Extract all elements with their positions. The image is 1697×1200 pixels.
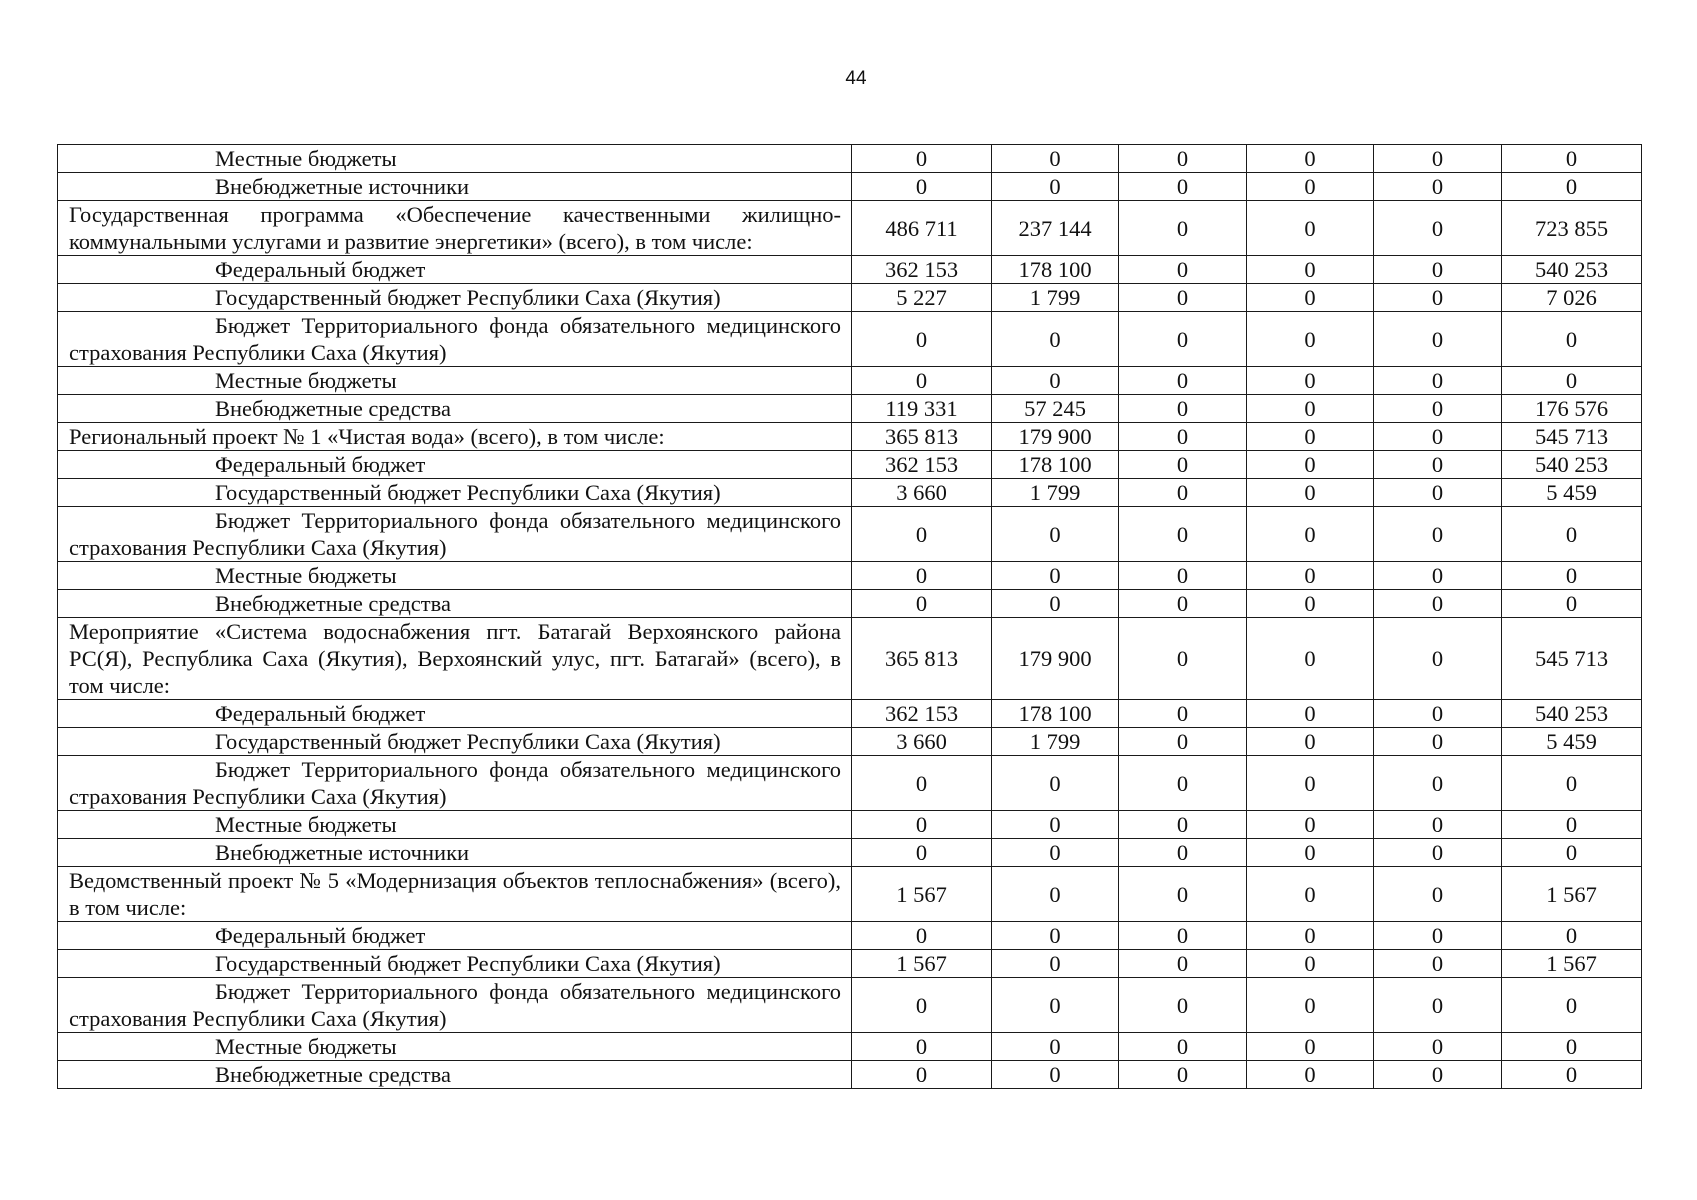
value-cell: 0 bbox=[1247, 700, 1374, 728]
value-cell: 0 bbox=[852, 367, 992, 395]
value-cell: 0 bbox=[1374, 451, 1502, 479]
value-cell: 178 100 bbox=[992, 256, 1119, 284]
value-cell: 0 bbox=[1502, 145, 1642, 173]
value-cell: 540 253 bbox=[1502, 451, 1642, 479]
value-cell: 0 bbox=[992, 978, 1119, 1033]
value-cell: 0 bbox=[992, 590, 1119, 618]
value-cell: 0 bbox=[1247, 173, 1374, 201]
value-cell: 0 bbox=[1119, 978, 1247, 1033]
value-cell: 0 bbox=[852, 562, 992, 590]
value-cell: 0 bbox=[1119, 867, 1247, 922]
value-cell: 0 bbox=[1119, 922, 1247, 950]
value-cell: 0 bbox=[992, 145, 1119, 173]
value-cell: 179 900 bbox=[992, 423, 1119, 451]
value-cell: 0 bbox=[1247, 479, 1374, 507]
value-cell: 0 bbox=[1374, 145, 1502, 173]
value-cell: 362 153 bbox=[852, 451, 992, 479]
value-cell: 0 bbox=[852, 811, 992, 839]
value-cell: 0 bbox=[1374, 839, 1502, 867]
table-row bbox=[58, 256, 1642, 284]
value-cell: 0 bbox=[1119, 1061, 1247, 1089]
table-row bbox=[58, 423, 1642, 451]
value-cell: 5 459 bbox=[1502, 479, 1642, 507]
value-cell: 0 bbox=[1119, 423, 1247, 451]
value-cell: 0 bbox=[852, 978, 992, 1033]
value-cell: 0 bbox=[1374, 1061, 1502, 1089]
table-row bbox=[58, 950, 1642, 978]
value-cell: 0 bbox=[1119, 284, 1247, 312]
value-cell: 0 bbox=[1119, 562, 1247, 590]
value-cell: 0 bbox=[852, 1033, 992, 1061]
value-cell: 119 331 bbox=[852, 395, 992, 423]
value-cell: 0 bbox=[1374, 978, 1502, 1033]
value-cell: 0 bbox=[852, 839, 992, 867]
value-cell: 365 813 bbox=[852, 618, 992, 700]
value-cell: 0 bbox=[1374, 728, 1502, 756]
value-cell: 0 bbox=[992, 312, 1119, 367]
value-cell: 0 bbox=[1502, 367, 1642, 395]
value-cell: 0 bbox=[1374, 811, 1502, 839]
value-cell: 1 799 bbox=[992, 284, 1119, 312]
value-cell: 7 026 bbox=[1502, 284, 1642, 312]
value-cell: 486 711 bbox=[852, 201, 992, 256]
value-cell: 365 813 bbox=[852, 423, 992, 451]
value-cell: 0 bbox=[992, 173, 1119, 201]
value-cell: 0 bbox=[992, 839, 1119, 867]
value-cell: 0 bbox=[1119, 173, 1247, 201]
row-label: Государственный бюджет Республики Саха (Якутия) bbox=[58, 284, 852, 312]
value-cell: 362 153 bbox=[852, 256, 992, 284]
value-cell: 0 bbox=[1247, 811, 1374, 839]
value-cell: 0 bbox=[992, 950, 1119, 978]
value-cell: 0 bbox=[1119, 700, 1247, 728]
value-cell: 0 bbox=[1374, 700, 1502, 728]
value-cell: 0 bbox=[1247, 423, 1374, 451]
value-cell: 176 576 bbox=[1502, 395, 1642, 423]
row-label: Внебюджетные средства bbox=[58, 395, 852, 423]
value-cell: 0 bbox=[852, 145, 992, 173]
value-cell: 0 bbox=[1502, 1033, 1642, 1061]
value-cell: 0 bbox=[1247, 756, 1374, 811]
value-cell: 0 bbox=[992, 922, 1119, 950]
value-cell: 0 bbox=[1119, 1033, 1247, 1061]
value-cell: 1 567 bbox=[1502, 950, 1642, 978]
value-cell: 0 bbox=[1502, 756, 1642, 811]
value-cell: 0 bbox=[1247, 201, 1374, 256]
value-cell: 5 227 bbox=[852, 284, 992, 312]
table-row bbox=[58, 590, 1642, 618]
value-cell: 0 bbox=[852, 590, 992, 618]
value-cell: 0 bbox=[852, 922, 992, 950]
row-label: Государственный бюджет Республики Саха (Якутия) bbox=[58, 950, 852, 978]
row-label: Внебюджетные средства bbox=[58, 1061, 852, 1089]
row-label: Местные бюджеты bbox=[58, 811, 852, 839]
row-label: Федеральный бюджет bbox=[58, 922, 852, 950]
value-cell: 0 bbox=[1119, 479, 1247, 507]
value-cell: 0 bbox=[1247, 395, 1374, 423]
row-label: Федеральный бюджет bbox=[58, 451, 852, 479]
value-cell: 179 900 bbox=[992, 618, 1119, 700]
value-cell: 0 bbox=[852, 312, 992, 367]
row-label: Федеральный бюджет bbox=[58, 256, 852, 284]
value-cell: 0 bbox=[992, 562, 1119, 590]
value-cell: 0 bbox=[992, 867, 1119, 922]
value-cell: 0 bbox=[1119, 451, 1247, 479]
table-row bbox=[58, 312, 1642, 367]
table-row bbox=[58, 978, 1642, 1033]
value-cell: 0 bbox=[1247, 145, 1374, 173]
value-cell: 0 bbox=[1119, 590, 1247, 618]
value-cell: 0 bbox=[1119, 201, 1247, 256]
value-cell: 0 bbox=[1374, 507, 1502, 562]
value-cell: 0 bbox=[1247, 950, 1374, 978]
value-cell: 540 253 bbox=[1502, 256, 1642, 284]
value-cell: 0 bbox=[1374, 1033, 1502, 1061]
row-label: Местные бюджеты bbox=[58, 367, 852, 395]
value-cell: 0 bbox=[852, 173, 992, 201]
value-cell: 0 bbox=[992, 811, 1119, 839]
table-row bbox=[58, 839, 1642, 867]
value-cell: 0 bbox=[1247, 867, 1374, 922]
value-cell: 0 bbox=[992, 507, 1119, 562]
value-cell: 1 567 bbox=[852, 867, 992, 922]
value-cell: 1 567 bbox=[1502, 867, 1642, 922]
value-cell: 0 bbox=[1502, 312, 1642, 367]
table-row bbox=[58, 1061, 1642, 1089]
value-cell: 0 bbox=[1247, 618, 1374, 700]
table-row bbox=[58, 284, 1642, 312]
value-cell: 178 100 bbox=[992, 700, 1119, 728]
table-row bbox=[58, 173, 1642, 201]
table-row bbox=[58, 811, 1642, 839]
value-cell: 0 bbox=[1119, 367, 1247, 395]
table-row bbox=[58, 700, 1642, 728]
value-cell: 0 bbox=[852, 507, 992, 562]
value-cell: 0 bbox=[1247, 562, 1374, 590]
value-cell: 0 bbox=[1374, 756, 1502, 811]
value-cell: 362 153 bbox=[852, 700, 992, 728]
value-cell: 0 bbox=[1119, 839, 1247, 867]
row-label: Федеральный бюджет bbox=[58, 700, 852, 728]
value-cell: 0 bbox=[1247, 590, 1374, 618]
value-cell: 0 bbox=[992, 1061, 1119, 1089]
value-cell: 0 bbox=[1374, 562, 1502, 590]
value-cell: 0 bbox=[1374, 367, 1502, 395]
value-cell: 178 100 bbox=[992, 451, 1119, 479]
value-cell: 0 bbox=[1119, 618, 1247, 700]
value-cell: 0 bbox=[1374, 479, 1502, 507]
value-cell: 0 bbox=[1119, 395, 1247, 423]
row-label: Внебюджетные источники bbox=[58, 173, 852, 201]
value-cell: 0 bbox=[1119, 756, 1247, 811]
value-cell: 3 660 bbox=[852, 728, 992, 756]
value-cell: 0 bbox=[1247, 1033, 1374, 1061]
value-cell: 0 bbox=[1502, 173, 1642, 201]
table-body bbox=[58, 145, 1642, 1089]
value-cell: 0 bbox=[1119, 312, 1247, 367]
value-cell: 0 bbox=[1502, 811, 1642, 839]
value-cell: 0 bbox=[1374, 618, 1502, 700]
value-cell: 1 567 bbox=[852, 950, 992, 978]
value-cell: 0 bbox=[1374, 423, 1502, 451]
value-cell: 0 bbox=[1502, 922, 1642, 950]
table-row bbox=[58, 618, 1642, 700]
row-label: Внебюджетные источники bbox=[58, 839, 852, 867]
table-row bbox=[58, 395, 1642, 423]
row-label: Бюджет Территориального фонда обязательного медицинского страхования Республики Саха (Якутия) bbox=[58, 507, 852, 562]
table-row bbox=[58, 145, 1642, 173]
value-cell: 0 bbox=[1119, 728, 1247, 756]
table-row bbox=[58, 201, 1642, 256]
value-cell: 5 459 bbox=[1502, 728, 1642, 756]
value-cell: 545 713 bbox=[1502, 618, 1642, 700]
value-cell: 0 bbox=[1502, 839, 1642, 867]
value-cell: 1 799 bbox=[992, 728, 1119, 756]
value-cell: 0 bbox=[1374, 590, 1502, 618]
value-cell: 3 660 bbox=[852, 479, 992, 507]
value-cell: 0 bbox=[1247, 839, 1374, 867]
value-cell: 0 bbox=[1502, 1061, 1642, 1089]
table-row bbox=[58, 922, 1642, 950]
value-cell: 0 bbox=[1374, 284, 1502, 312]
value-cell: 0 bbox=[1247, 312, 1374, 367]
value-cell: 57 245 bbox=[992, 395, 1119, 423]
value-cell: 0 bbox=[1247, 367, 1374, 395]
row-label: Бюджет Территориального фонда обязательного медицинского страхования Республики Саха (Якутия) bbox=[58, 756, 852, 811]
row-label: Бюджет Территориального фонда обязательного медицинского страхования Республики Саха (Якутия) bbox=[58, 978, 852, 1033]
value-cell: 0 bbox=[1374, 173, 1502, 201]
value-cell: 0 bbox=[992, 367, 1119, 395]
value-cell: 0 bbox=[1374, 256, 1502, 284]
table-row bbox=[58, 562, 1642, 590]
value-cell: 0 bbox=[1247, 451, 1374, 479]
value-cell: 0 bbox=[1247, 728, 1374, 756]
value-cell: 0 bbox=[1247, 507, 1374, 562]
row-label: Государственный бюджет Республики Саха (Якутия) bbox=[58, 479, 852, 507]
row-label: Государственная программа «Обеспечение качественными жилищно-коммунальными услугами и развитие энергетики» (всего), в том числе: bbox=[58, 201, 852, 256]
value-cell: 0 bbox=[852, 1061, 992, 1089]
table-row bbox=[58, 367, 1642, 395]
row-label: Региональный проект № 1 «Чистая вода» (всего), в том числе: bbox=[58, 423, 852, 451]
value-cell: 0 bbox=[1374, 922, 1502, 950]
row-label: Бюджет Территориального фонда обязательного медицинского страхования Республики Саха (Якутия) bbox=[58, 312, 852, 367]
value-cell: 0 bbox=[1119, 256, 1247, 284]
table-row bbox=[58, 1033, 1642, 1061]
row-label: Местные бюджеты bbox=[58, 1033, 852, 1061]
value-cell: 0 bbox=[992, 1033, 1119, 1061]
value-cell: 0 bbox=[1247, 1061, 1374, 1089]
table-row bbox=[58, 867, 1642, 922]
budget-table bbox=[57, 144, 1642, 1089]
value-cell: 0 bbox=[1374, 201, 1502, 256]
value-cell: 0 bbox=[1502, 562, 1642, 590]
table-row bbox=[58, 507, 1642, 562]
value-cell: 0 bbox=[1119, 950, 1247, 978]
value-cell: 0 bbox=[1374, 312, 1502, 367]
row-label: Государственный бюджет Республики Саха (Якутия) bbox=[58, 728, 852, 756]
value-cell: 0 bbox=[1247, 256, 1374, 284]
page-number: 44 bbox=[845, 68, 867, 89]
value-cell: 0 bbox=[1374, 867, 1502, 922]
value-cell: 545 713 bbox=[1502, 423, 1642, 451]
value-cell: 0 bbox=[992, 756, 1119, 811]
row-label: Местные бюджеты bbox=[58, 562, 852, 590]
value-cell: 1 799 bbox=[992, 479, 1119, 507]
value-cell: 0 bbox=[1247, 922, 1374, 950]
value-cell: 0 bbox=[1374, 950, 1502, 978]
value-cell: 723 855 bbox=[1502, 201, 1642, 256]
value-cell: 0 bbox=[852, 756, 992, 811]
value-cell: 540 253 bbox=[1502, 700, 1642, 728]
value-cell: 0 bbox=[1374, 395, 1502, 423]
value-cell: 0 bbox=[1247, 284, 1374, 312]
value-cell: 237 144 bbox=[992, 201, 1119, 256]
table-row bbox=[58, 451, 1642, 479]
table-row bbox=[58, 756, 1642, 811]
value-cell: 0 bbox=[1119, 507, 1247, 562]
row-label: Местные бюджеты bbox=[58, 145, 852, 173]
value-cell: 0 bbox=[1502, 507, 1642, 562]
value-cell: 0 bbox=[1119, 145, 1247, 173]
row-label: Ведомственный проект № 5 «Модернизация объектов теплоснабжения» (всего), в том числе: bbox=[58, 867, 852, 922]
row-label: Мероприятие «Система водоснабжения пгт. Батагай Верхоянского района РС(Я), Республика Саха (Якутия), Верхоянский улус, пгт. Батагай» (всего), в том числе: bbox=[58, 618, 852, 700]
value-cell: 0 bbox=[1502, 978, 1642, 1033]
value-cell: 0 bbox=[1119, 811, 1247, 839]
row-label: Внебюджетные средства bbox=[58, 590, 852, 618]
table-row bbox=[58, 728, 1642, 756]
table-row bbox=[58, 479, 1642, 507]
value-cell: 0 bbox=[1502, 590, 1642, 618]
value-cell: 0 bbox=[1247, 978, 1374, 1033]
